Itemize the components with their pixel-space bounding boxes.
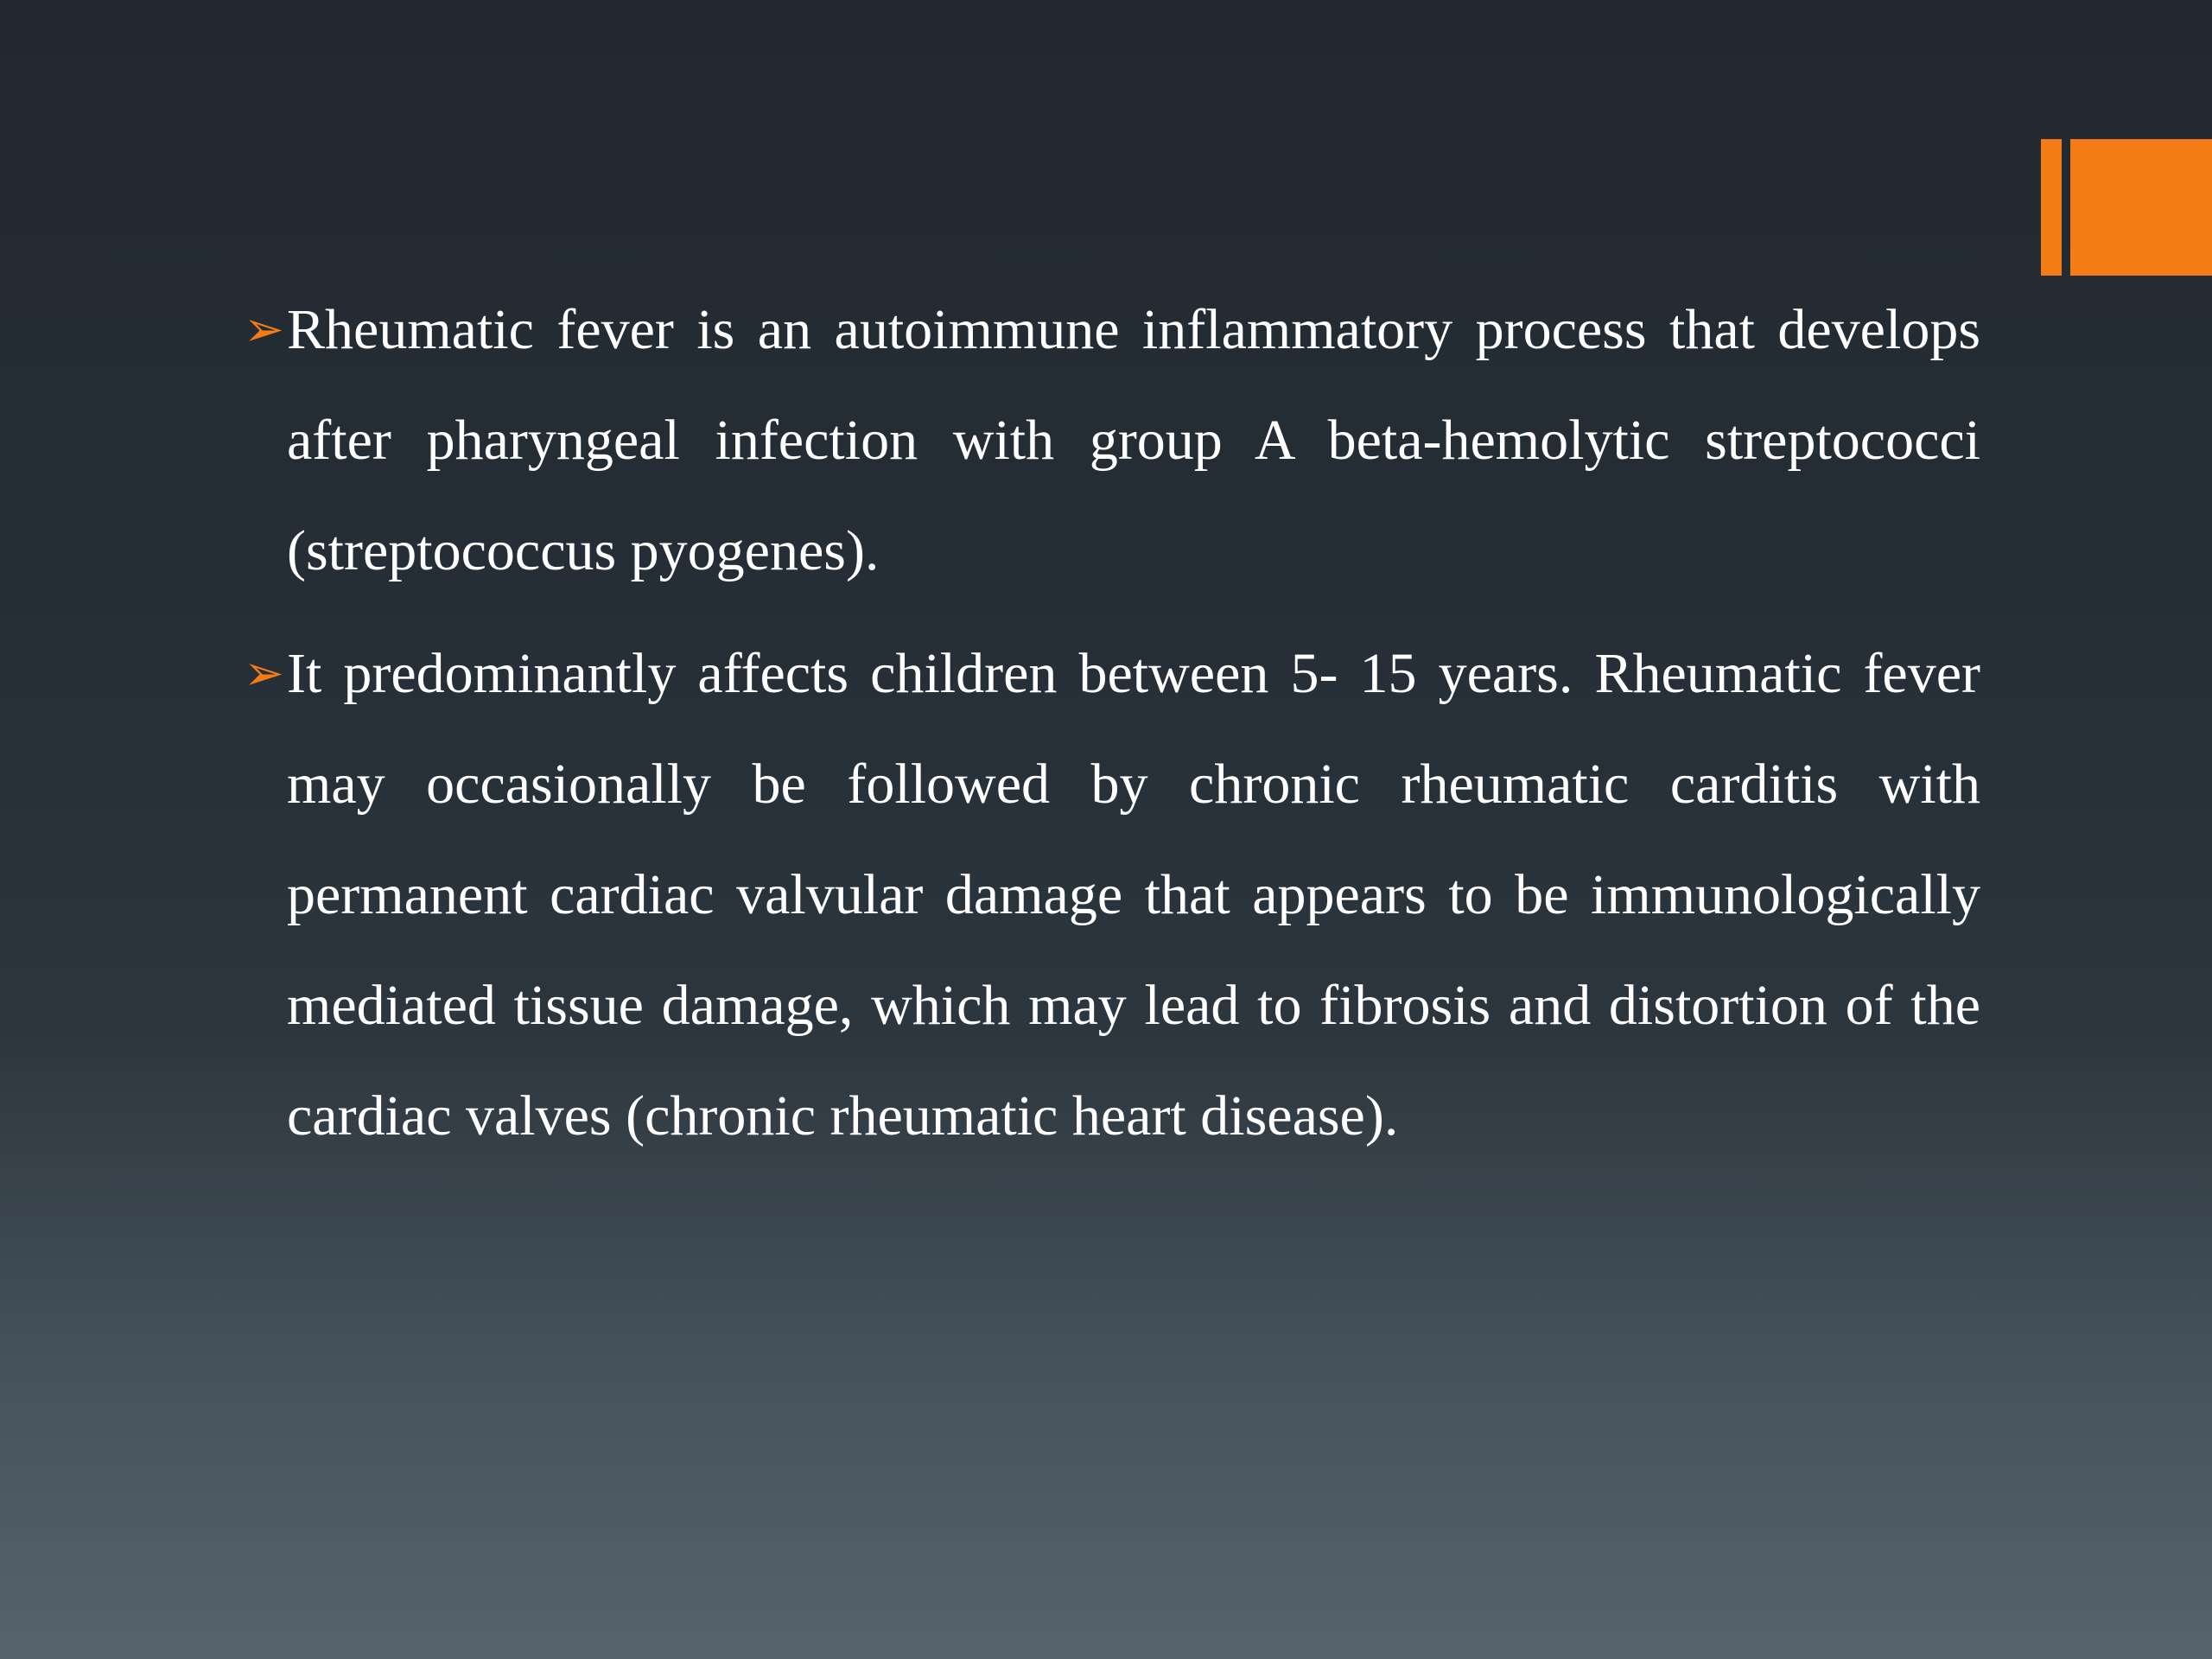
slide-content: [244, 275, 1980, 1184]
arrow-bullet-icon: ➢: [244, 645, 284, 702]
bullet-item-rheumatic-fever-definition: [244, 275, 1980, 607]
accent-bar-decoration: [2041, 139, 2062, 276]
bullet-item-rheumatic-fever-effects: [244, 619, 1980, 1172]
bullet-text: Rheumatic fever is an autoimmune inflammatory process that develops after pharyngeal infection with group A beta-hemolytic streptococci (streptococcus pyogenes).: [287, 298, 1980, 582]
bullet-text: It predominantly affects children between 5- 15 years. Rheumatic fever may occasionally be followed by chronic rheumatic carditis with permanent cardiac valvular damage that appears to be immunologically mediated tissue damage, which may lead to fibrosis and distortion of the cardiac valves (chronic rheumatic heart disease).: [287, 642, 1980, 1147]
accent-block-decoration: [2070, 139, 2212, 276]
arrow-bullet-icon: ➢: [244, 302, 284, 358]
